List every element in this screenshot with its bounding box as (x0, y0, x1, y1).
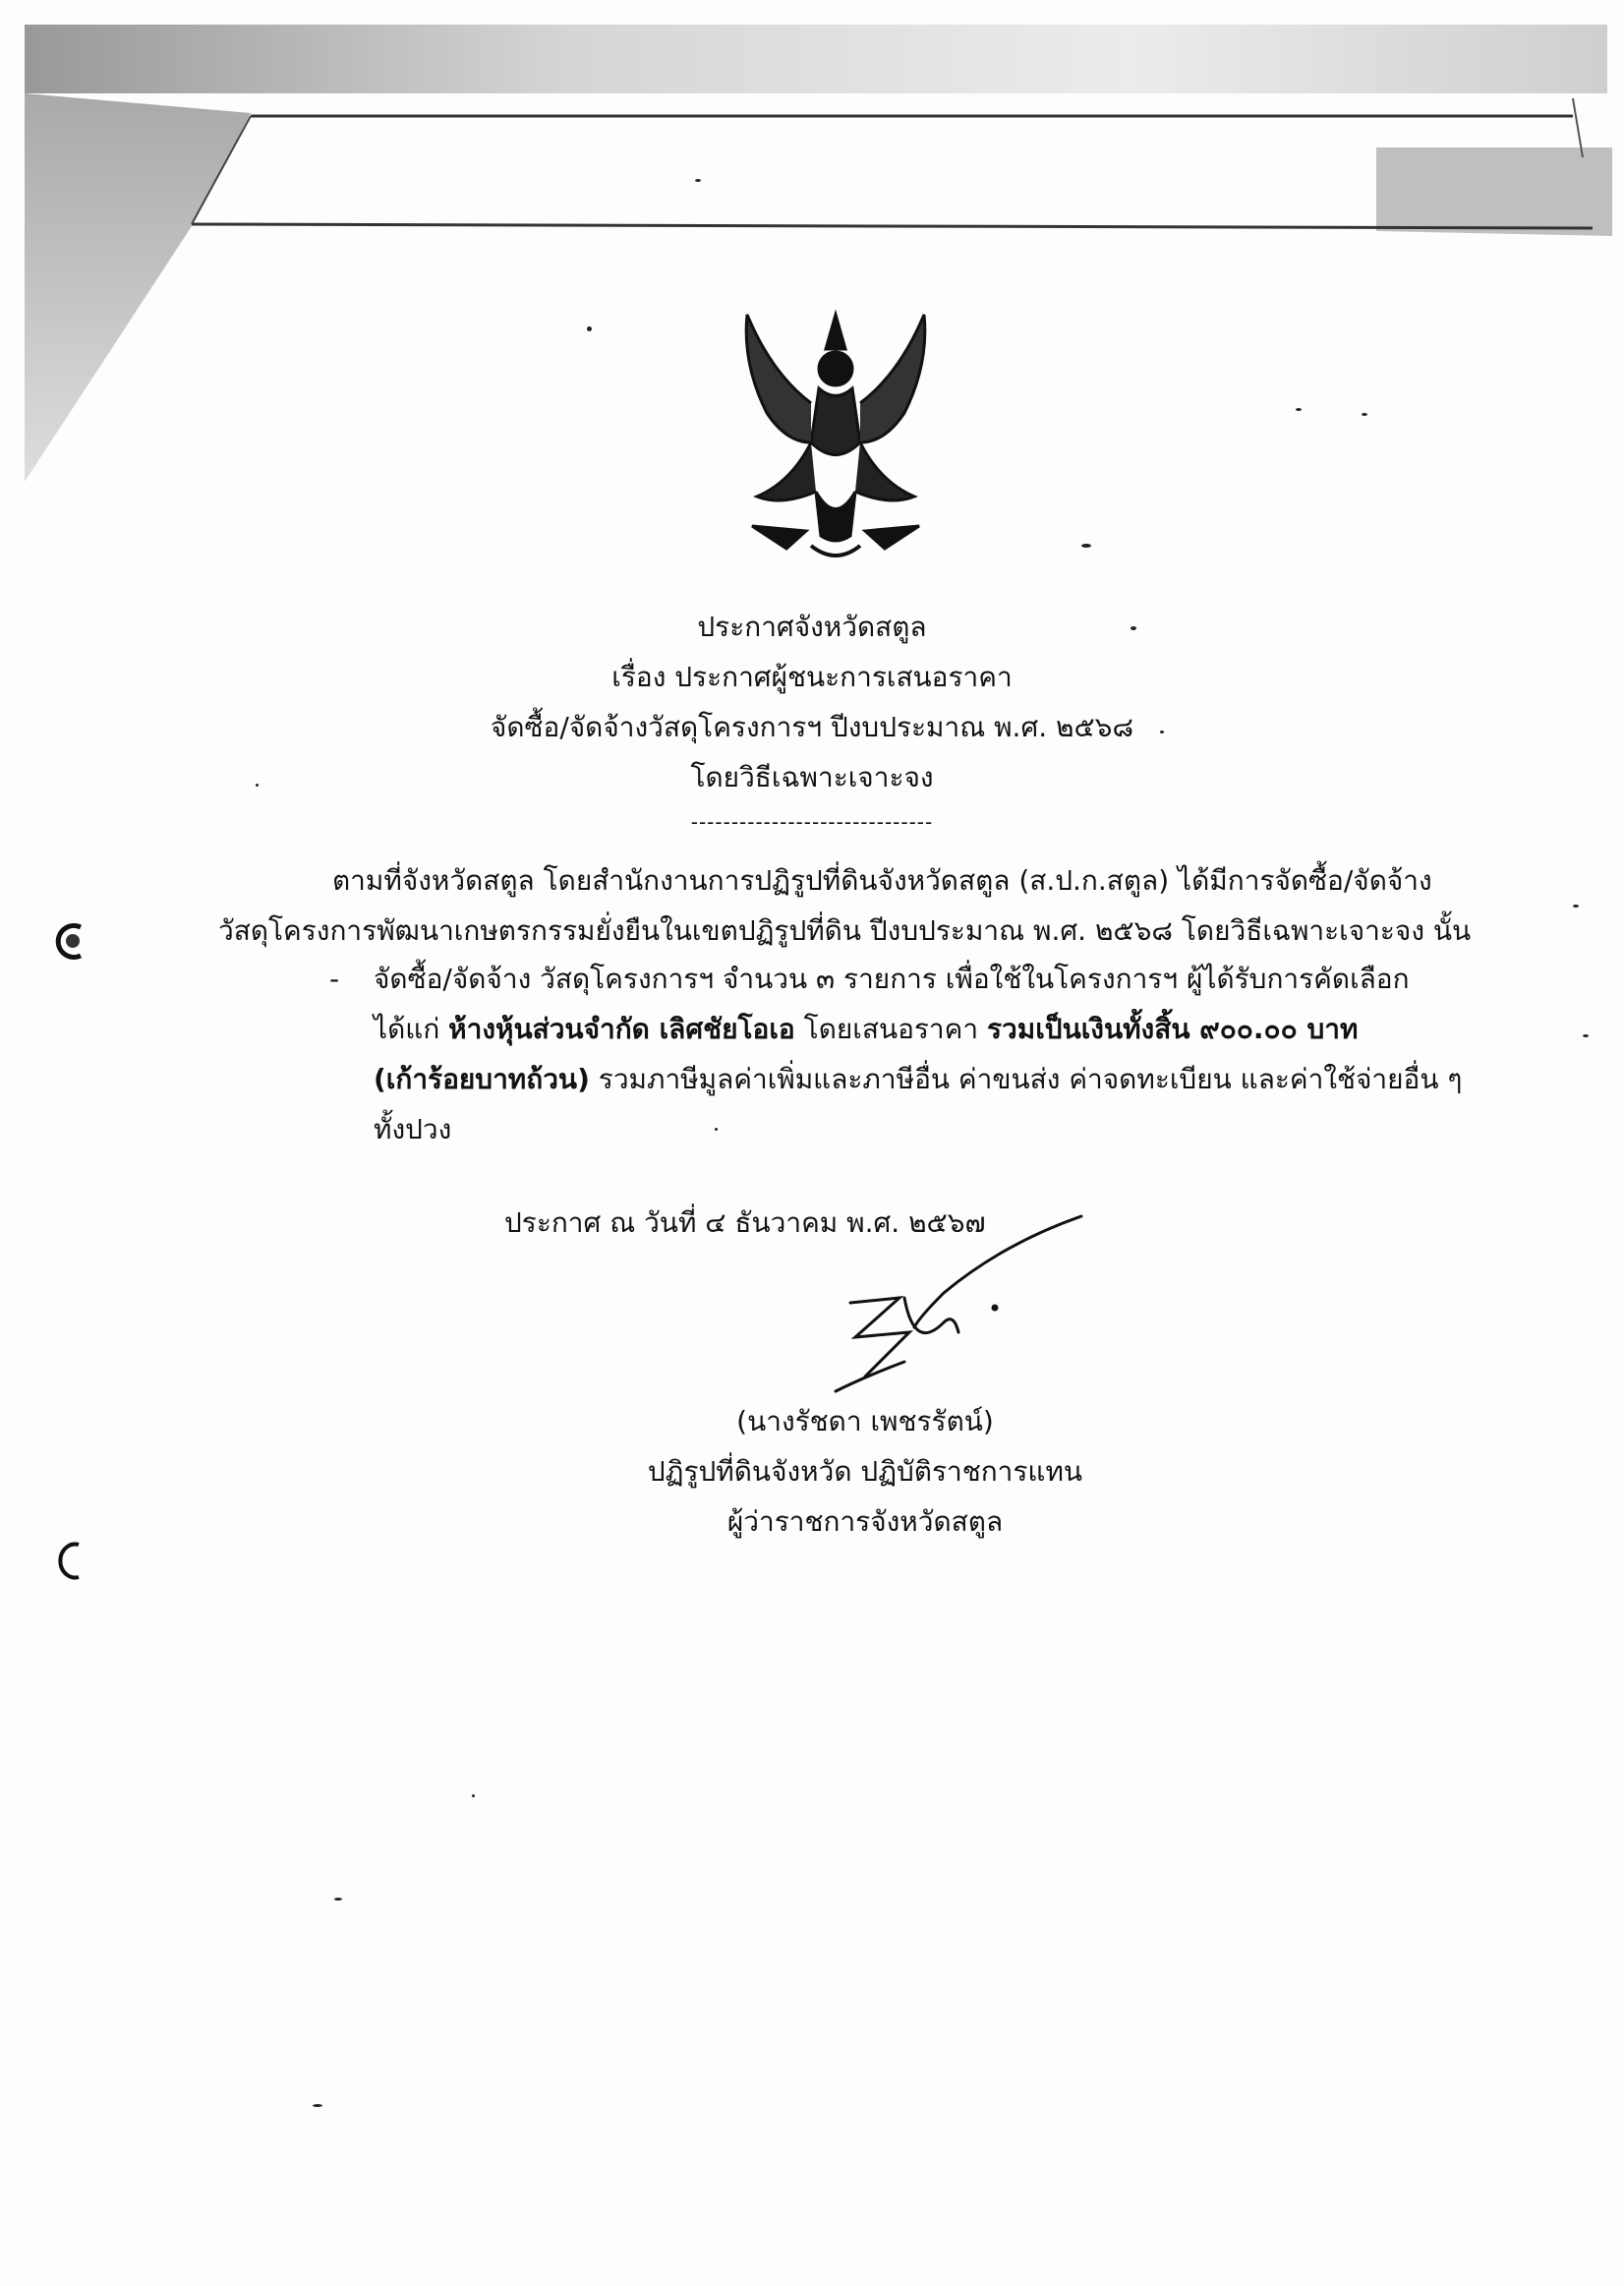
scan-speck (1362, 413, 1367, 416)
bullet-line-1: จัดซื้อ/จัดจ้าง วัสดุโครงการฯ จำนวน ๓ รายการ เพื่อใช้ในโครงการฯ ผู้ได้รับการคัดเลือก (374, 963, 1410, 995)
bullet-marker: - (329, 963, 340, 995)
body-paragraph-line-2: วัสดุโครงการพัฒนาเกษตรกรรมยั่งยืนในเขตปฏิรูปที่ดิน ปีงบประมาณ พ.ศ. ๒๕๖๘ โดยวิธีเฉพาะเจาะจง นั้น (218, 914, 1472, 947)
title-issuer: ประกาศจังหวัดสตูล (697, 611, 927, 643)
winner-name: ห้างหุ้นส่วนจำกัด เลิศชัยโอเอ (448, 1013, 795, 1045)
bullet-line-2 (374, 1004, 1450, 1054)
scan-speck (256, 784, 259, 787)
body-paragraph-line-1: ตามที่จังหวัดสตูล โดยสำนักงานการปฏิรูปที่ดินจังหวัดสตูล (ส.ป.ก.สตูล) ได้มีการจัดซื้อ/จัดจ้าง (332, 864, 1432, 897)
scan-speck (1296, 408, 1302, 411)
scan-speck (695, 179, 701, 182)
garuda-emblem-icon (713, 295, 958, 570)
bullet-tax-text: รวมภาษีมูลค่าเพิ่มและภาษีอื่น ค่าขนส่ง ค่าจดทะเบียน และค่าใช้จ่ายอื่น ๆ (589, 1063, 1463, 1095)
scan-speck (334, 1898, 342, 1901)
amount-in-words: (เก้าร้อยบาทถ้วน) (374, 1063, 590, 1095)
scan-speck (1081, 544, 1091, 548)
signatory-block (590, 1396, 1140, 1547)
bullet-line-3 (374, 1054, 1463, 1104)
title-divider: ------------------------------ (690, 810, 934, 834)
title-procurement: จัดซื้อ/จัดจ้างวัสดุโครงการฯ ปีงบประมาณ พ.ศ. ๒๕๖๘ (490, 711, 1134, 743)
scan-speck (587, 326, 592, 331)
scan-speck (313, 2104, 322, 2107)
bullet-offer-text: โดยเสนอราคา (794, 1013, 988, 1045)
announcement-date: ประกาศ ณ วันที่ ๔ ธันวาคม พ.ศ. ๒๕๖๗ (504, 1206, 986, 1239)
punch-hole-icon (51, 1539, 90, 1583)
title-subject: เรื่อง ประกาศผู้ชนะการเสนอราคา (611, 661, 1013, 693)
bullet-item (374, 954, 1463, 1154)
bullet-winner-prefix: ได้แก่ (374, 1013, 449, 1045)
scan-speck (472, 1794, 475, 1797)
scan-speck (1131, 626, 1136, 630)
punch-hole-icon (49, 919, 93, 964)
handwritten-signature-icon (806, 1204, 1101, 1411)
scan-speck (1573, 905, 1579, 908)
scan-speck (715, 1128, 718, 1131)
scan-speck (1160, 731, 1164, 733)
total-amount: รวมเป็นเงินทั้งสิ้น ๙๐๐.๐๐ บาท (987, 1013, 1359, 1045)
signatory-name: (นางรัชดา เพชรรัตน์) (736, 1405, 994, 1437)
signatory-position-1: ปฏิรูปที่ดินจังหวัด ปฏิบัติราชการแทน (647, 1455, 1083, 1488)
bullet-line-4: ทั้งปวง (374, 1113, 452, 1145)
title-method: โดยวิธีเฉพาะเจาะจง (690, 761, 934, 793)
signatory-position-2: ผู้ว่าราชการจังหวัดสตูล (726, 1505, 1004, 1538)
scan-speck (1583, 1034, 1589, 1037)
announcement-title (320, 602, 1304, 842)
